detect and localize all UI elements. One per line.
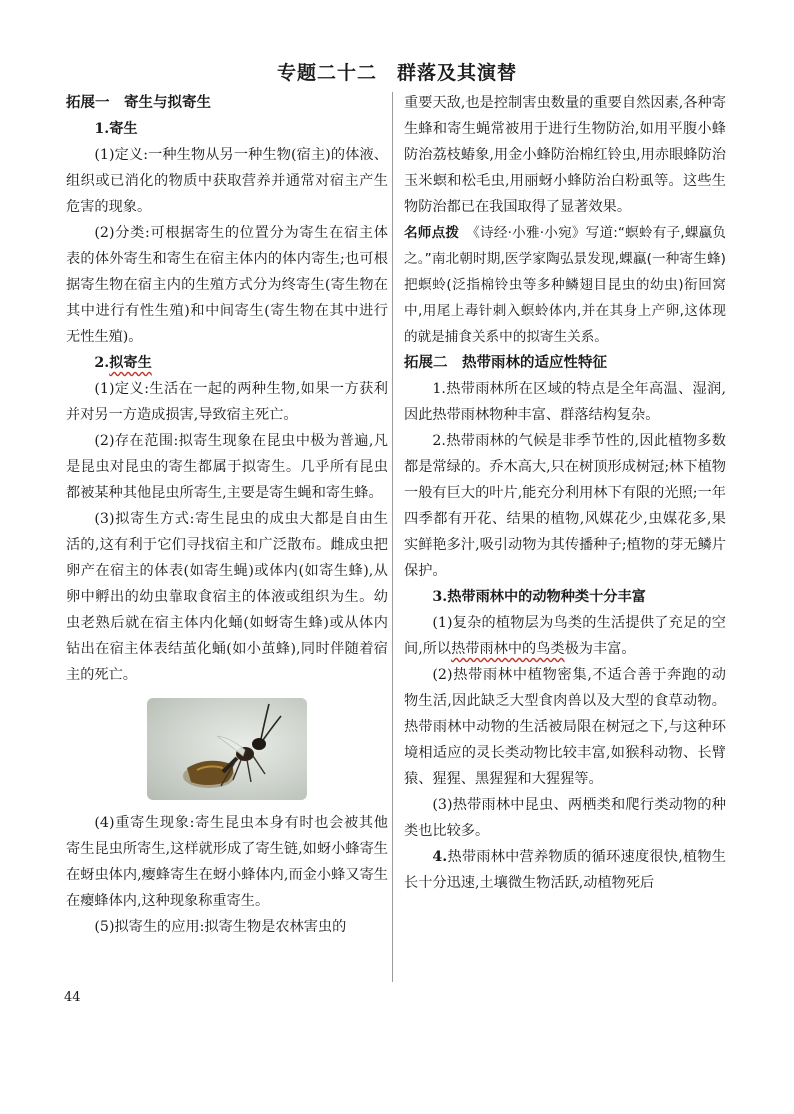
page-title: 专题二十二 群落及其演替 <box>276 62 517 84</box>
wasp-illustration <box>147 698 307 800</box>
paragraph-hyperparasitism: (4)重寄生现象:寄生昆虫本身有时也会被其他寄生昆虫所寄生,这样就形成了寄生链,如蚜小蜂寄生在蚜虫体内,瘿蜂寄生在蚜小蜂体内,而金小蜂又寄生在瘿蜂体内,这种现象称重寄生。 <box>66 815 388 909</box>
paragraph-application-continued: 重要天敌,也是控制害虫数量的重要自然因素,各种寄生蜂和寄生蝇常被用于进行生物防治,如用平腹小蜂防治荔枝蝽象,用金小蜂防治棉红铃虫,用赤眼蜂防治玉米螟和松毛虫,用丽蚜小蜂防治白粉虱等。这些生物防治都已在我国取得了显著效果。 <box>404 95 726 215</box>
subheading-number: 2. <box>94 355 110 371</box>
paragraph-birds <box>404 610 726 662</box>
paragraph-parasitoid-mode: (3)拟寄生方式:寄生昆虫的成虫大都是自由生活的,这有利于它们寻找宿主和广泛散布。雌成虫把卵产在宿主的体表(如寄生蝇)或体内(如寄生蜂),从卵中孵出的幼虫靠取食宿主的体液或组织为生。幼虫老熟后就在宿主体内化蛹(如蚜寄生蜂)或从体内钻出在宿主体表结茧化蛹(如小茧蜂),同时伴随着宿主的死亡。 <box>66 511 388 683</box>
column-divider <box>392 92 393 982</box>
paragraph-birds-part2: 极为丰富。 <box>564 641 636 657</box>
section-heading-rainforest: 拓展二 热带雨林的适应性特征 <box>404 355 607 371</box>
page-number: 44 <box>64 990 81 1005</box>
paragraph-application: (5)拟寄生的应用:拟寄生物是农林害虫的 <box>94 919 347 935</box>
paragraph-definition: (1)定义:一种生物从另一种生物(宿主)的体液、组织或已消化的物质中获取营养并通常对宿主产生危害的现象。 <box>66 147 388 215</box>
paragraph-parasitoid-range: (2)存在范围:拟寄生现象在昆虫中极为普遍,凡是昆虫对昆虫的寄生都属于拟寄生。几乎所有昆虫都被某种其他昆虫所寄生,主要是寄生蝇和寄生蜂。 <box>66 433 388 501</box>
paragraph-insects: (3)热带雨林中昆虫、两栖类和爬行类动物的种类也比较多。 <box>404 797 726 839</box>
paragraph-parasitoid-definition: (1)定义:生活在一起的两种生物,如果一方获利并对另一方造成损害,导致宿主死亡。 <box>66 381 388 423</box>
subheading-rainforest-animals: 3.热带雨林中的动物种类十分丰富 <box>432 589 646 605</box>
paragraph-rainforest-climate: 1.热带雨林所在区域的特点是全年高温、湿润,因此热带雨林物种丰富、群落结构复杂。 <box>404 381 726 423</box>
left-column <box>66 90 388 940</box>
paragraph-rainforest-plants: 2.热带雨林的气候是非季节性的,因此植物多数都是常绿的。乔木高大,只在树顶形成树冠;林下植物一般有巨大的叶片,能充分利用林下有限的光照;一年四季都有开花、结果的植物,风媒花少,虫媒花多,果实鲜艳多汁,吸引动物为其传播种子;植物的芽无鳞片保护。 <box>404 433 726 579</box>
parasitic-wasp-photo <box>147 698 307 800</box>
right-column <box>404 90 726 896</box>
paragraph-classification: (2)分类:可根据寄生的位置分为寄生在宿主体表的体外寄生和寄生在宿主体内的体内寄生;也可根据寄生物在宿主内的生殖方式分为终寄生(寄生物在其中进行有性生殖)和中间寄生(寄生物在其中进行无性生殖)。 <box>66 225 388 345</box>
teacher-tip-label: 名师点拨 <box>404 225 460 241</box>
subheading-parasitoidism-text: 拟寄生 <box>109 355 152 371</box>
teacher-tip <box>404 220 726 350</box>
paragraph-birds-part1: (1)复杂的植物层为鸟类的生活提供了充足的空间,所以 <box>404 615 726 657</box>
paragraph-mammals: (2)热带雨林中植物密集,不适合善于奔跑的动物生活,因此缺乏大型食肉兽以及大型的食草动物。热带雨林中动物的生活被局限在树冠之下,与这种环境相适应的灵长类动物比较丰富,如猴科动物、长臂猿、猩猩、黑猩猩和大猩猩等。 <box>404 667 726 787</box>
subheading-parasitism: 1.寄生 <box>94 121 138 137</box>
teacher-tip-text: 《诗经·小雅·小宛》写道:“螟蛉有子,蜾蠃负之。”南北朝时期,医学家陶弘景发现,蜾蠃(一种寄生蜂)把螟蛉(泛指棉铃虫等多种鳞翅目昆虫的幼虫)衔回窝中,用尾上毒针刺入螟蛉体内,并在其身上产卵,这体现的就是捕食关系中的拟寄生关系。 <box>404 225 727 345</box>
paragraph-number: 4. <box>432 849 448 865</box>
section-heading-parasitism: 拓展一 寄生与拟寄生 <box>66 95 211 111</box>
paragraph-nutrient-cycle-text: 热带雨林中营养物质的循环速度很快,植物生长十分迅速,土壤微生物活跃,动植物死后 <box>404 849 726 891</box>
paragraph-birds-emphasis: 热带雨林中的鸟类 <box>451 641 565 657</box>
paragraph-nutrient-cycle <box>404 844 726 896</box>
subheading-parasitoidism <box>66 350 388 376</box>
